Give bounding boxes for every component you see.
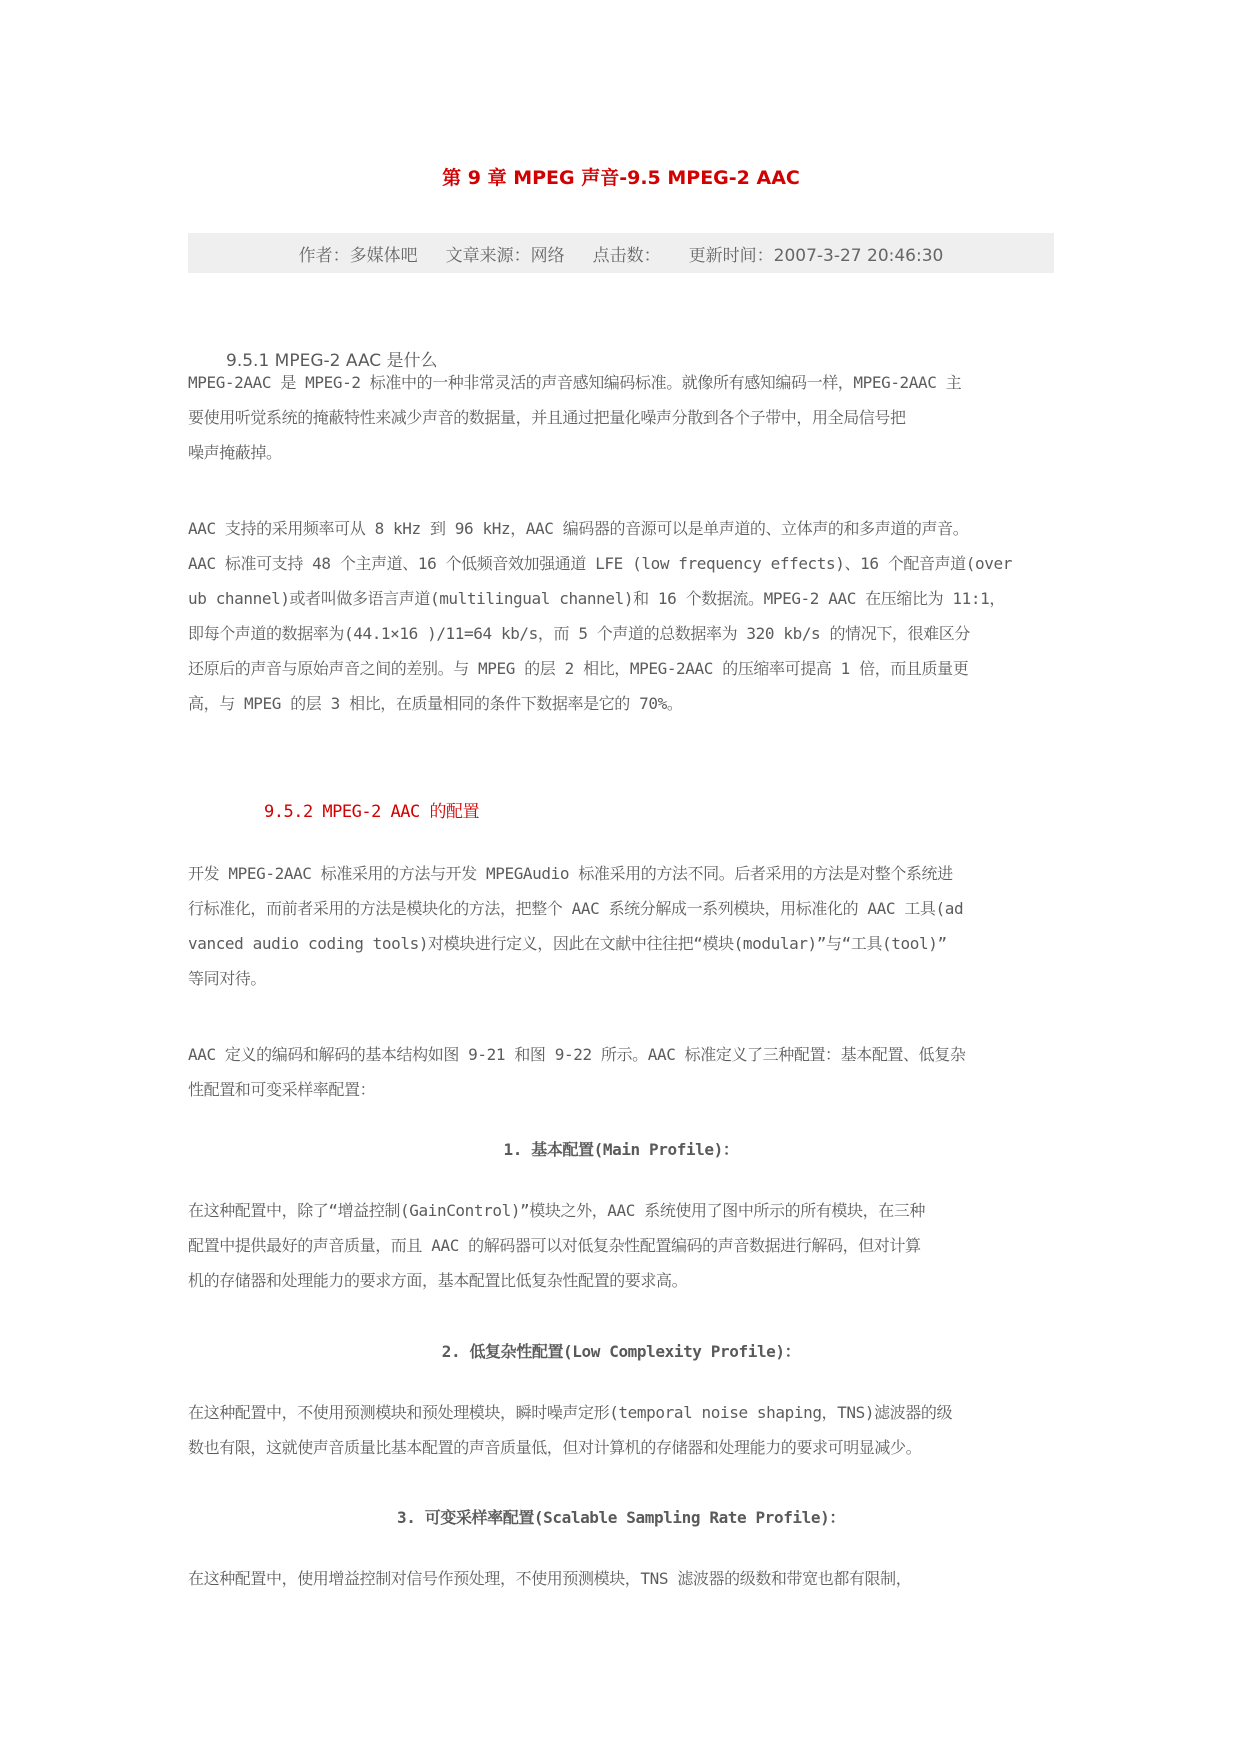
text-line: ub channel)或者叫做多语言声道(multilingual channel)和 16 个数据流。MPEG-2 AAC 在压缩比为 11:1， (188, 589, 1005, 608)
text-line: AAC 定义的编码和解码的基本结构如图 9-21 和图 9-22 所示。AAC 标准定义了三种配置：基本配置、低复杂 (188, 1045, 966, 1064)
text-line: 还原后的声音与原始声音之间的差别。与 MPEG 的层 2 相比，MPEG-2AAC 的压缩率可提高 1 倍，而且质量更 (188, 659, 969, 678)
profile-heading-low-complexity: 2. 低复杂性配置(Low Complexity Profile)： (441, 1342, 801, 1361)
text-line: 要使用听觉系统的掩蔽特性来减少声音的数据量，并且通过把量化噪声分散到各个子带中，用全局信号把 (188, 408, 906, 427)
paragraph-aac-intro (188, 365, 1054, 470)
text-line: 噪声掩蔽掉。 (188, 443, 282, 462)
text-line: 即每个声道的数据率为(44.1×16 )/11=64 kb/s，而 5 个声道的总数据率为 320 kb/s 的情况下，很难区分 (188, 624, 970, 643)
section-heading-9-5-1: 9.5.1 MPEG-2 AAC 是什么 (226, 351, 438, 371)
text-line: 数也有限，这就使声音质量比基本配置的声音质量低，但对计算机的存储器和处理能力的要求可明显减少。 (188, 1438, 922, 1457)
text-line: vanced audio coding tools)对模块进行定义，因此在文献中往往把“模块(modular)”与“工具(tool)” (188, 934, 947, 953)
text-line: 高，与 MPEG 的层 3 相比，在质量相同的条件下数据率是它的 70%。 (188, 694, 683, 713)
text-line: 配置中提供最好的声音质量，而且 AAC 的解码器可以对低复杂性配置编码的声音数据进行解码，但对计算 (188, 1236, 921, 1255)
paragraph-scalable-profile (188, 1561, 1054, 1596)
paragraph-aac-profiles (188, 1037, 1054, 1107)
text-line: MPEG-2AAC 是 MPEG-2 标准中的一种非常灵活的声音感知编码标准。就像所有感知编码一样，MPEG-2AAC 主 (188, 373, 962, 392)
text-line: 等同对待。 (188, 969, 267, 988)
paragraph-aac-sampling (188, 511, 1054, 721)
paragraph-low-complexity-profile (188, 1395, 1054, 1465)
text-line: 机的存储器和处理能力的要求方面，基本配置比低复杂性配置的要求高。 (188, 1271, 688, 1290)
profile-heading-scalable: 3. 可变采样率配置(Scalable Sampling Rate Profile)： (397, 1508, 845, 1527)
text-line: 性配置和可变采样率配置： (188, 1080, 376, 1099)
text-line: 在这种配置中，使用增益控制对信号作预处理，不使用预测模块，TNS 滤波器的级数和带宽也都有限制， (188, 1569, 912, 1588)
text-line: AAC 标准可支持 48 个主声道、16 个低频音效加强通道 LFE (low frequency effects)、16 个配音声道(over (188, 554, 1012, 573)
section-heading-9-5-2: 9.5.2 MPEG-2 AAC 的配置 (264, 802, 479, 822)
paragraph-aac-modular (188, 856, 1054, 996)
meta-author: 作者：多媒体吧 (298, 245, 418, 266)
meta-clicks: 点击数： (592, 245, 661, 266)
page-title: 第 9 章 MPEG 声音-9.5 MPEG-2 AAC (442, 167, 800, 189)
text-line: 在这种配置中，不使用预测模块和预处理模块，瞬时噪声定形(temporal noise shaping，TNS)滤波器的级 (188, 1403, 953, 1422)
text-line: 在这种配置中，除了“增益控制(GainControl)”模块之外，AAC 系统使用了图中所示的所有模块，在三种 (188, 1201, 926, 1220)
meta-updated: 更新时间：2007-3-27 20:46:30 (688, 245, 944, 266)
article-meta-bar (188, 233, 1054, 273)
text-line: AAC 支持的采用频率可从 8 kHz 到 96 kHz，AAC 编码器的音源可以是单声道的、立体声的和多声道的声音。 (188, 519, 969, 538)
text-line: 开发 MPEG-2AAC 标准采用的方法与开发 MPEGAudio 标准采用的方法不同。后者采用的方法是对整个系统进 (188, 864, 953, 883)
profile-heading-main: 1. 基本配置(Main Profile)： (503, 1140, 739, 1159)
paragraph-main-profile (188, 1193, 1054, 1298)
text-line: 行标准化，而前者采用的方法是模块化的方法，把整个 AAC 系统分解成一系列模块，用标准化的 AAC 工具(ad (188, 899, 964, 918)
meta-source: 文章来源：网络 (445, 245, 565, 266)
